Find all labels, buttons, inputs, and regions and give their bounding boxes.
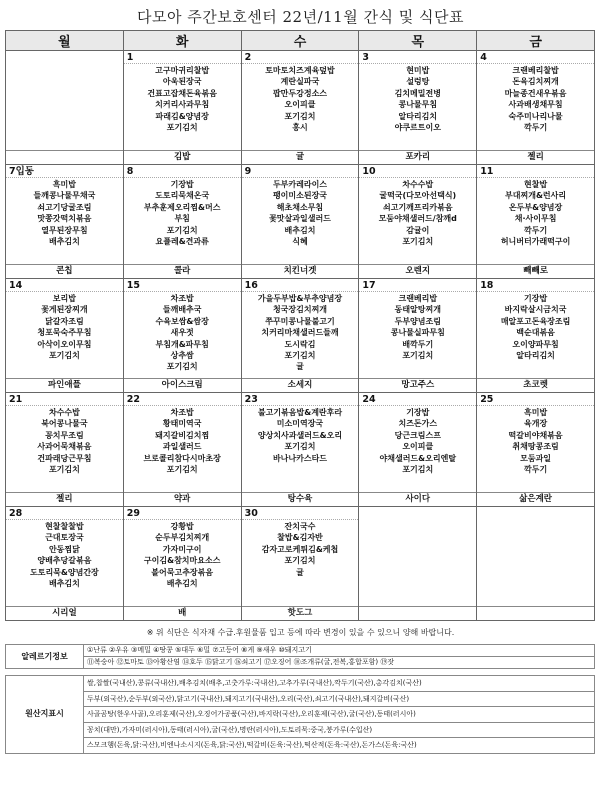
menu-item: 두부양념조림 <box>394 316 441 326</box>
snack-cell: 아이스크림 <box>123 379 241 393</box>
menu-item: 크랜베리찰밥 <box>512 66 559 75</box>
menu-item: 감자고로케튀김&케첩 <box>261 544 339 554</box>
menu-item: 토마토치즈계육덮밥 <box>265 66 335 75</box>
menu-item: 포기김치 <box>166 465 198 475</box>
menu-item: 백순대볶음 <box>516 328 555 338</box>
origin-line: 두부(외국산),순두부(외국산),닭고기(국내산),돼지고기(국내산),오리(국산),쇠고기(국내산),돼지갈비(국산) <box>84 691 595 707</box>
menu-item: 포기김치 <box>166 225 198 235</box>
menu-item: 꽃맛살과일샐러드 <box>269 214 331 224</box>
snack-cell: 배 <box>123 607 241 621</box>
menu-item: 맛쫑갓떡치볶음 <box>37 214 92 224</box>
menu-items <box>477 407 594 475</box>
day-cell <box>477 507 595 607</box>
day-number: 29 <box>124 507 241 520</box>
origin-row <box>6 722 595 738</box>
notice-text: ※ 위 식단은 식자재 수급.후원물품 입고 등에 따라 변경이 있을 수 있으니 양해 바랍니다. <box>146 628 455 637</box>
menu-items <box>124 293 241 373</box>
snack-cell <box>359 607 477 621</box>
menu-item: 파래김&양념장 <box>155 111 209 121</box>
allergy-line: ⑪복숭아 ⑫토마토 ⑬아황산염 ⑭호두 ⑮닭고기 ⑯쇠고기 ⑰오징어 ⑱조개류(굴,전복,홍합포함) ⑲잣 <box>84 657 595 669</box>
menu-item: 홍시 <box>292 123 308 133</box>
allergy-line: ①난류 ②우유 ③메밀 ④땅콩 ⑤대두 ⑥밀 ⑦고등어 ⑧게 ⑨새우 ⑩돼지고기 <box>84 645 595 657</box>
menu-item: 온두부&양념장 <box>508 202 563 212</box>
menu-item: 두부카레라이스 <box>272 180 328 189</box>
snack-cell: 김밥 <box>123 151 241 165</box>
snack-cell <box>6 151 124 165</box>
day-number: 8 <box>124 165 241 178</box>
menu-item: 들깨배추국 <box>162 305 202 315</box>
menu-body <box>6 51 595 621</box>
snack-cell: 오렌지 <box>359 265 477 279</box>
day-cell <box>477 393 595 493</box>
day-cell <box>241 165 359 265</box>
day-number: 7입동 <box>6 165 123 178</box>
menu-item: 깍두기 <box>524 123 548 133</box>
menu-week-row <box>6 51 595 151</box>
weekday-header: 수 <box>241 31 359 51</box>
menu-item: 상추쌈 <box>170 351 194 361</box>
menu-items <box>124 65 241 133</box>
day-cell <box>6 51 124 151</box>
menu-item: 기장밥 <box>524 294 548 303</box>
snack-cell: 삶은계란 <box>477 493 595 507</box>
menu-item: 부침 <box>174 214 190 224</box>
menu-item: 알타리김치 <box>516 351 555 361</box>
snack-cell: 젤리 <box>6 493 124 507</box>
origin-row <box>6 691 595 707</box>
menu-item: 떡갈비야채볶음 <box>508 430 563 440</box>
menu-item: 콩나물무침 <box>398 100 438 110</box>
menu-item: 포기김치 <box>48 465 80 475</box>
menu-item: 모둠과일 <box>520 453 552 463</box>
day-cell <box>6 507 124 607</box>
snack-cell: 초코렛 <box>477 379 595 393</box>
day-number: 25 <box>477 393 594 406</box>
day-number: 3 <box>359 51 476 64</box>
menu-item: 돼지갈비김치찜 <box>155 430 210 440</box>
menu-items <box>477 293 594 361</box>
day-cell <box>6 393 124 493</box>
menu-item: 쇠고기깨프리카볶음 <box>383 202 453 212</box>
menu-table <box>5 30 595 621</box>
menu-item: 포기김치 <box>402 351 434 361</box>
day-cell <box>359 393 477 493</box>
day-number: 24 <box>359 393 476 406</box>
menu-item: 계란실파국 <box>280 77 320 87</box>
menu-item: 양배추당갈볶음 <box>37 556 92 566</box>
snack-cell <box>477 607 595 621</box>
menu-item: 과일샐러드 <box>162 442 202 452</box>
menu-item: 기장밥 <box>170 180 194 189</box>
menu-item: 도토리묵채온국 <box>155 191 210 201</box>
menu-item: 깍두기 <box>524 225 548 235</box>
menu-item: 근대토장국 <box>45 533 84 543</box>
menu-item: 새우젓 <box>170 328 194 338</box>
menu-item: 크랜베리밥 <box>398 294 438 303</box>
day-number: 2 <box>242 51 359 64</box>
menu-item: 차조밥 <box>170 408 194 417</box>
day-number: 4 <box>477 51 594 64</box>
snack-row <box>6 265 595 279</box>
day-cell <box>123 507 241 607</box>
menu-item: 흑미밥 <box>524 408 548 417</box>
menu-items <box>359 293 476 361</box>
day-cell <box>123 279 241 379</box>
day-cell <box>241 279 359 379</box>
menu-item: 부추훈제오리찜&머스 <box>143 202 221 212</box>
menu-item: 돈육김치찌개 <box>512 77 559 87</box>
menu-item: 취채땅콩조림 <box>512 442 559 452</box>
menu-item: 치커리사과무침 <box>155 100 210 110</box>
menu-item: 도토리묵&양념간장 <box>29 567 99 577</box>
menu-item: 깍두기 <box>524 465 548 475</box>
menu-items <box>242 65 359 133</box>
menu-item: 사과배생채무침 <box>508 100 563 110</box>
menu-item: 김치메밀전병 <box>394 88 441 98</box>
menu-item: 쭈꾸미콩나물불고기 <box>265 316 335 326</box>
menu-item: 배깍두기 <box>402 339 434 349</box>
snack-cell: 젤리 <box>477 151 595 165</box>
allergy-table <box>5 644 595 669</box>
menu-item: 꽁치무조림 <box>45 430 84 440</box>
menu-item: 허니버터가래떡구이 <box>500 237 571 247</box>
menu-items <box>6 179 123 247</box>
origin-table <box>5 675 595 754</box>
day-cell <box>477 279 595 379</box>
origin-row <box>6 676 595 692</box>
day-number: 1 <box>124 51 241 64</box>
menu-week-row <box>6 393 595 493</box>
menu-item: 팝만두강정소스 <box>272 88 328 98</box>
menu-item: 찰밥&김자반 <box>277 533 323 543</box>
snack-cell: 소세지 <box>241 379 359 393</box>
menu-item: 차수수밥 <box>48 408 80 417</box>
day-cell <box>241 393 359 493</box>
day-cell <box>6 165 124 265</box>
menu-item: 현찰찰찰밥 <box>45 522 84 531</box>
menu-week-row <box>6 165 595 265</box>
day-cell <box>359 507 477 607</box>
menu-item: 귤 <box>296 362 304 372</box>
snack-row <box>6 379 595 393</box>
weekday-header: 목 <box>359 31 477 51</box>
menu-item: 브로콜리참다시마초장 <box>143 453 221 463</box>
menu-item: 치커리마채샐러드들깨 <box>261 328 339 338</box>
menu-item: 콩나물실파무침 <box>390 328 445 338</box>
allergy-label: 알레르기정보 <box>6 645 84 669</box>
day-number: 14 <box>6 279 123 292</box>
allergy-row <box>6 657 595 669</box>
menu-item: 배추김치 <box>48 237 80 247</box>
day-cell <box>6 279 124 379</box>
menu-item: 건파래당근무침 <box>37 453 92 463</box>
menu-item: 잔치국수 <box>284 522 316 531</box>
menu-item: 닭갈자조림 <box>45 316 84 326</box>
menu-item: 포기김치 <box>284 111 316 121</box>
menu-item: 바나나카스타드 <box>272 453 328 463</box>
menu-items <box>242 293 359 373</box>
day-cell <box>359 165 477 265</box>
menu-item: 열무된장무침 <box>41 225 88 235</box>
day-cell <box>241 507 359 607</box>
menu-items <box>359 65 476 133</box>
menu-item: 오이피클 <box>402 442 434 452</box>
menu-item: 청포묵숙주무침 <box>37 328 92 338</box>
menu-item: 쇠고기당굴조림 <box>37 202 92 212</box>
snack-cell: 치킨너겟 <box>241 265 359 279</box>
menu-item: 숙주미나리나물 <box>508 111 563 121</box>
origin-row <box>6 707 595 723</box>
menu-item: 오이양파무침 <box>512 339 559 349</box>
day-cell <box>477 165 595 265</box>
menu-item: 볼어묵고추장볶음 <box>151 567 214 577</box>
menu-item: 포기김치 <box>48 351 80 361</box>
snack-cell: 포카리 <box>359 151 477 165</box>
snack-row <box>6 151 595 165</box>
menu-item: 치즈돈가스 <box>398 419 438 429</box>
menu-item: 배추김치 <box>48 579 80 589</box>
day-number: 21 <box>6 393 123 406</box>
menu-item: 동태알탕찌개 <box>394 305 441 315</box>
menu-item: 청국장김치찌개 <box>272 305 328 315</box>
menu-item: 수육보쌈&쌈장 <box>155 316 209 326</box>
snack-cell: 콜라 <box>123 265 241 279</box>
menu-items <box>6 407 123 475</box>
day-number: 11 <box>477 165 594 178</box>
origin-line: 꽁치(대만),가자미(러시아),동태(러시아),굴(국산),명란(러시아),도토리묵:중국,붕가루(수입산) <box>84 722 595 738</box>
menu-item: 강황밥 <box>170 522 194 531</box>
menu-item: 현찰밥 <box>524 180 548 189</box>
menu-items <box>477 65 594 133</box>
day-cell <box>123 393 241 493</box>
menu-items <box>124 179 241 247</box>
menu-item: 사과어묵채볶음 <box>37 442 92 452</box>
snack-cell: 빼빼로 <box>477 265 595 279</box>
weekday-header: 화 <box>123 31 241 51</box>
menu-items <box>359 179 476 247</box>
menu-item: 가을두부밥&부추양념장 <box>257 294 343 303</box>
day-cell <box>241 51 359 151</box>
menu-item: 부대찌개&런사리 <box>505 191 567 201</box>
menu-items <box>124 521 241 589</box>
menu-item: 꽃게된장찌개 <box>41 305 88 315</box>
snack-cell: 귤 <box>241 151 359 165</box>
day-number: 17 <box>359 279 476 292</box>
menu-item: 마늘종건새우볶음 <box>504 88 567 98</box>
day-number: 30 <box>242 507 359 520</box>
menu-item: 포기김치 <box>402 465 434 475</box>
snack-cell: 사이다 <box>359 493 477 507</box>
menu-items <box>242 179 359 247</box>
snack-cell: 핫도그 <box>241 607 359 621</box>
weekday-header-row <box>6 31 595 51</box>
menu-item: 도시락김 <box>284 339 316 349</box>
snack-row <box>6 607 595 621</box>
day-cell <box>477 51 595 151</box>
menu-item: 미소미역장국 <box>276 419 324 429</box>
day-number: 18 <box>477 279 594 292</box>
day-number: 23 <box>242 393 359 406</box>
menu-item: 팽이미소된장국 <box>272 191 328 201</box>
menu-items <box>242 521 359 578</box>
origin-row <box>6 738 595 754</box>
menu-item: 안동찜닭 <box>48 544 80 554</box>
day-number: 10 <box>359 165 476 178</box>
menu-item: 차조밥 <box>170 294 194 303</box>
menu-item: 포기김치 <box>166 362 198 372</box>
menu-item: 포기김치 <box>166 123 198 133</box>
menu-item: 불고기볶음밥&계란후라 <box>257 408 343 417</box>
day-number: 15 <box>124 279 241 292</box>
menu-items <box>477 179 594 247</box>
snack-cell: 시리얼 <box>6 607 124 621</box>
snack-cell: 망고주스 <box>359 379 477 393</box>
menu-item: 구이김&참치마요소스 <box>143 556 221 566</box>
menu-item: 양상치사과샐러드&오리 <box>257 430 343 440</box>
menu-item: 채·사이무침 <box>514 214 557 224</box>
menu-item: 설렁탕 <box>406 77 430 87</box>
day-cell <box>123 165 241 265</box>
day-cell <box>359 279 477 379</box>
menu-items <box>6 521 123 589</box>
menu-item: 당근크림스프 <box>394 430 441 440</box>
menu-item: 기장밥 <box>406 408 430 417</box>
menu-item: 배추김치 <box>166 579 198 589</box>
day-number: 28 <box>6 507 123 520</box>
menu-item: 해초채소무침 <box>276 202 324 212</box>
menu-item: 오이피클 <box>284 100 316 110</box>
menu-item: 요플레&견과류 <box>155 237 209 247</box>
menu-item: 건표고잡채돈육볶음 <box>147 88 217 98</box>
day-number: 16 <box>242 279 359 292</box>
origin-line: 쌀,찹쌀(국내산),콩류(국내산),배추김치(배추,고춧가루:국내산),고추가루(국내산),깍두기(국산),총각김치(국산) <box>84 676 595 692</box>
menu-week-row <box>6 507 595 607</box>
menu-item: 모둠야채샐러드/참깨d <box>378 214 457 224</box>
day-cell <box>359 51 477 151</box>
menu-items <box>359 407 476 475</box>
menu-item: 가자미구이 <box>162 544 202 554</box>
menu-item: 현미밥 <box>406 66 430 75</box>
day-number: 9 <box>242 165 359 178</box>
menu-item: 야쿠르트이오 <box>394 123 441 133</box>
day-cell <box>123 51 241 151</box>
menu-items <box>124 407 241 475</box>
menu-week-row <box>6 279 595 379</box>
menu-item: 흑미밥 <box>52 180 76 189</box>
day-number: 22 <box>124 393 241 406</box>
menu-item: 굴떡국(다모아선택식) <box>379 191 457 201</box>
menu-item: 황태미역국 <box>162 419 202 429</box>
menu-item: 배추김치 <box>284 225 316 235</box>
menu-item: 포기김치 <box>284 442 316 452</box>
menu-items <box>242 407 359 464</box>
snack-row <box>6 493 595 507</box>
origin-label: 원산지표시 <box>6 676 84 754</box>
weekday-header: 월 <box>6 31 124 51</box>
menu-item: 알타리김치 <box>398 111 438 121</box>
snack-cell: 탕수육 <box>241 493 359 507</box>
menu-item: 매알포고돈육장조림 <box>500 316 571 326</box>
snack-cell: 약과 <box>123 493 241 507</box>
menu-item: 고구마귀리찰밥 <box>155 66 210 75</box>
menu-item: 포기김치 <box>284 351 316 361</box>
snack-cell: 파인애플 <box>6 379 124 393</box>
menu-item: 들깨콩나물무채국 <box>33 191 96 201</box>
menu-item: 포기김치 <box>402 237 434 247</box>
menu-item: 감귤이 <box>406 225 430 235</box>
menu-item: 차수수밥 <box>402 180 434 189</box>
menu-item: 북어콩나물국 <box>41 419 88 429</box>
allergy-row <box>6 645 595 657</box>
menu-item: 귤 <box>296 567 304 577</box>
menu-item: 육개장 <box>524 419 548 429</box>
menu-item: 식혜 <box>292 237 308 247</box>
menu-item: 아욱된장국 <box>162 77 202 87</box>
menu-item: 바지락살시금치국 <box>504 305 567 315</box>
origin-line: 스모크햄(돈육,닭:국산),비엔나소시지(돈육,닭:국산),떡갈비(돈육:국산),떡산적(돈육:국산),돈가스(돈육:국산) <box>84 738 595 754</box>
menu-item: 포기김치 <box>284 556 316 566</box>
weekday-header: 금 <box>477 31 595 51</box>
menu-item: 아삭이오이무침 <box>37 339 92 349</box>
snack-cell: 콘칩 <box>6 265 124 279</box>
menu-items <box>6 293 123 361</box>
page-title: 다모아 주간보호센터 22년/11월 간식 및 식단표 <box>137 8 464 26</box>
origin-line: 사골곰탕(한우사골),오리훈제(국산),오징어가공품(국산),바지락(국산),오리훈제(국산),굴(국산),동태(러시아) <box>84 707 595 723</box>
menu-item: 야채샐러드&오리엔탈 <box>379 453 457 463</box>
menu-item: 순두부김치찌개 <box>155 533 210 543</box>
menu-item: 부침개&파무침 <box>155 339 209 349</box>
menu-item: 보리밥 <box>52 294 76 303</box>
